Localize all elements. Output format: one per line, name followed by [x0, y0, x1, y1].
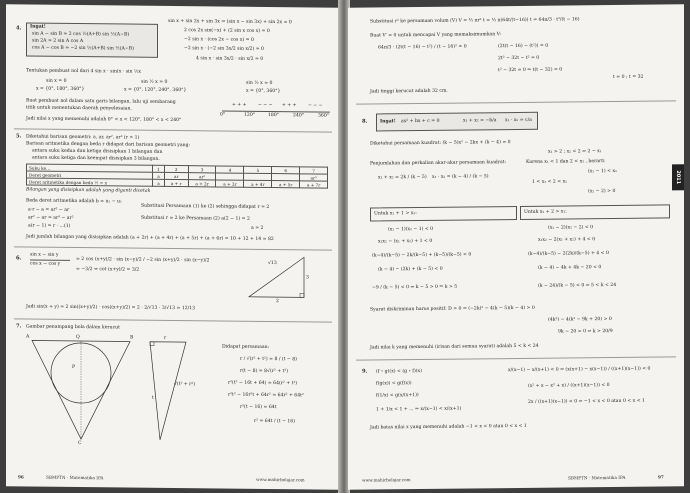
q7-title: Gambar penampang bola dalam kerucut [26, 324, 120, 331]
point-label: B [130, 335, 134, 341]
table-cell: ar² [188, 173, 216, 180]
year-tab: 2011 [672, 164, 684, 190]
discriminant-step: (4k²) − 4(k² − 9k + 20) > 0 [548, 316, 612, 323]
table-note: Bilangan yang disisipkan adalah yang diganti dicetak [26, 187, 151, 194]
table-cell: 3 [188, 166, 216, 173]
table-cell: Deret geometri [27, 171, 153, 179]
vieta-product: x₁ · x₂ = (k − 4) / (k − 5) [432, 174, 489, 180]
derivation: = 2 cos (x+y)/2 · sin (x−y)/2 / −2 sin (x+y)/2 · sin (x−y)/2 [76, 256, 210, 264]
case-header-box [520, 204, 670, 220]
inequality-step: (x² + x − x² + x) / ((x+1)(x−1)) < 0 [528, 383, 610, 389]
table-cell: 6 [272, 167, 300, 174]
work-line: 4 sin x · sin 3x/2 · sin x/2 = 0 [196, 56, 264, 62]
equation: r² = 64t / (t − 16) [254, 418, 296, 425]
fraction-denominator: cos x − cos y [30, 261, 61, 267]
question-number: 4. [16, 25, 22, 32]
dimension-label: r [164, 335, 167, 341]
table-cell: a + 2r [188, 180, 216, 187]
table-cell: a + 3r [216, 180, 244, 187]
case1-step: (k − 4) − (2k) + (k − 5) < 0 [378, 266, 443, 273]
composition-step: f(1/x) < g(x/(x+1)) [376, 393, 419, 399]
case1-step: (x₁ − 1)(x₂ − 1) < 0 [388, 226, 434, 233]
equation: r / √(r² + t²) = 8 / (t − 8) [240, 356, 297, 363]
table-cell: ar³ [300, 174, 328, 181]
reason: (x₂ − 2) > 0 [588, 188, 616, 195]
discriminant-step: 9k − 20 > 0 ⇒ k > 20/9 [558, 328, 613, 335]
question-number: 7. [16, 323, 22, 330]
given-equation: Diketahui persamaan kuadrat: (k − 5)x² − 2kx + (k − 4) = 0 [370, 140, 511, 147]
equation: (2t(t − 16) − (t²)) = 0 [498, 43, 549, 50]
equation: 2t² − 32t − t² = 0 [498, 55, 540, 62]
composition-step: (f ∘ g)(x) < (g ∘ f)(x) [376, 368, 422, 375]
point-label: C [78, 441, 82, 447]
zero-line: x = {0°, 360°} [246, 88, 281, 95]
footer-title: SBMPTN · Matematika IPA [46, 474, 104, 481]
zero-intro: Tentukan pembuat nol dari 4 sin x · sin(x · sin ½x [26, 68, 141, 75]
case2-step: (k − 24)/(k − 5) < 0 ⇒ 5 < k < 24 [538, 282, 617, 289]
answer: Jadi tinggi kerucut adalah 32 cm. [370, 88, 448, 95]
q5-line: Barisan aritmetika dengan beda r didapat dari barisan geometri yang: [26, 141, 191, 149]
reason: 1 < x₁ < 2 < x₂ [532, 179, 568, 185]
point-label: A [26, 334, 30, 340]
q5-line: antara suku ketiga dan keempat disisipkan 3 bilangan. [32, 155, 160, 162]
equation: ar² − ar = ar³ − ar² [28, 215, 74, 221]
zero-line: sin ½ x = 0 [141, 79, 168, 85]
footer-url: www.mahirbelajar.com [362, 477, 411, 483]
note-line: titik untuk menentukan daerah penyelesaian. [26, 105, 132, 112]
equation: r(t − 8) = 8√(r² + t²) [240, 368, 289, 375]
equation: r²(t − 16) = 64t [240, 404, 277, 411]
tick-label: 180° [268, 112, 280, 119]
equation: r²t² − 16r²t + 64r² = 64r² + 64t² [228, 392, 304, 399]
answer: Jadi nilai k yang memenuhi (irisan dari semua syarat) adalah 5 < k < 24 [370, 343, 539, 351]
point-label: P [72, 364, 76, 370]
table-cell: 7 [300, 167, 328, 174]
answer: Jadi jumlah bilangan yang disisipkan adalah (a + 2r) + (a + 4r) + (a + 5r) + (a + 6r) = 10 + 12 + 14 = 82 [26, 234, 274, 243]
table-cell: a + 4r [244, 180, 272, 187]
answer: Jadi batas nilai x yang memenuhi adalah −1 < x < 0 atau 0 < x < 1 [370, 423, 527, 431]
divider [14, 246, 332, 250]
dimension-label: √(t² + r²) [174, 382, 196, 388]
beda-line: Beda deret aritmetika adalah b = u₂ − u₁ [26, 198, 122, 205]
composition-step: f(g(x)) < g(f(x)) [376, 381, 412, 387]
left-page [6, 4, 340, 489]
page-number: 96 [18, 474, 24, 480]
divider [356, 100, 676, 104]
table-cell: 1 [153, 165, 165, 172]
inequality-step: 2x / ((x+1)(x−1)) < 0 ⇒ −1 < x < 0 atau 0 < x < 1 [528, 398, 645, 405]
equation: t = 0 ; t = 32 [613, 74, 644, 80]
case-title: Untuk x₁ + 1 > x₂: [374, 211, 417, 217]
dimension-label: t [152, 395, 154, 401]
table-cell: 2 [164, 165, 188, 172]
inequality-step: x/(x−1) − x/(x+1) < 0 ⇔ (x(x+1) − x(x−1)) / ((x+1)(x−1)) < 0 [508, 366, 651, 374]
case1-step: −9 / (k − 5) < 0 ⇒ k − 5 > 0 ⇒ k > 5 [372, 284, 458, 291]
half-triangle [150, 342, 186, 440]
equation: 64π/3 · (2t(t − 16) − t²) / (t − 16)² = 0 [378, 44, 467, 51]
number-line [222, 111, 330, 113]
reason: Karena x₁ < 1 dan 2 < x₂ , berarti [526, 159, 605, 165]
equation: a·r − a = ar² − ar [28, 207, 70, 213]
table-cell: a + 5r [272, 181, 300, 188]
vieta-intro: Penjumlahan dan perkalian akar-akar persamaan kuadrat: [370, 160, 507, 167]
substitution: Substitusi r = 2 ke Persamaan (2) a(2 − 1) = 2 [141, 215, 250, 222]
question-number: 5. [16, 133, 22, 140]
table-cell: a [153, 179, 165, 186]
side-label: 2 [276, 299, 279, 305]
case2-step: (k − 4) − 4k + 4k − 20 < 0 [538, 265, 602, 271]
question-number: 9. [362, 368, 368, 375]
identity-box [26, 22, 158, 57]
point-label: Q [76, 334, 80, 341]
table-cell: a + 7r [300, 181, 328, 188]
work-line: −2 sin x · (cos 2x − cos x) = 0 [184, 37, 254, 43]
table-cell: 4 [216, 166, 244, 173]
sphere-in-cone-figure [28, 334, 138, 447]
answer: Jadi sin(x + y) = 2 sin((x+y)/2) · cos((x+y)/2) = 2 · 2/√13 · 3/√13 = 12/13 [26, 304, 196, 312]
work-line: 2 cos 2x sin(−x) + (2 sin x cos x) = 0 [184, 28, 270, 35]
table-cell: ar [164, 172, 188, 179]
quadratic-form: ax² + bx + c = 0 [401, 118, 440, 125]
divider [14, 128, 332, 132]
tick-label: 240° [293, 113, 305, 119]
tick-label: 120° [244, 112, 256, 118]
tick-label: 0° [220, 112, 226, 118]
ingat-label: Ingat! [380, 119, 396, 125]
case-title: Untuk x₂ + 2 > x₁: [524, 209, 567, 215]
zero-line: x = {0°, 180°, 360°} [36, 86, 85, 93]
case2-step: (k−4)/(k−5) − 2(2k)/(k−5) + 4 < 0 [528, 251, 609, 257]
work-line: sin x + sin 2x + sin 3x ⇒ (sin x − sin 3x) + sin 2x = 0 [168, 18, 292, 26]
work-line: −2 sin x · (−2 sin 3x/2 sin x/2) = 0 [184, 46, 264, 52]
sign: + + + [232, 102, 247, 108]
tick-label: 360° [318, 113, 330, 119]
cone-half-figure [146, 336, 206, 449]
identity-2: sin 2A = 2 sin A cos A [32, 38, 84, 45]
question-number: 8. [362, 118, 368, 125]
sign: − − − [258, 102, 273, 109]
zero-line: x = {0°, 120°, 240°, 360°} [124, 87, 187, 94]
case1-step: (k−4)/(k−5) − 2k/(k−5) + (k−5)/(k−5) < 0 [372, 252, 472, 259]
case1-step: x₁x₂ − (x₁ + x₂) + 1 < 0 [378, 238, 433, 245]
note-line: Buat pembuat nol dalam satu garis bilangan, lalu uji sembarang [26, 98, 176, 106]
vieta-sum: x₁ + x₂ = 2k / (k − 5) [378, 174, 427, 181]
q5-intro: Diketahui barisan geometri: a, ar, ar², ar³ (r > 1) [26, 134, 140, 141]
fraction-numerator: sin x − sin y [30, 252, 59, 258]
table-cell: Deret aritmetika dengan beda ½ = x [27, 178, 153, 186]
identity-1: sin A − sin B = 2 cos ½(A+B) sin ½(A−B) [32, 31, 130, 38]
divider [14, 318, 332, 322]
derivative-intro: Buat V′ = 0 untuk mencapai V yang memaksimumkan V: [370, 32, 502, 39]
substitution: a = 2 [251, 225, 264, 231]
right-triangle-figure [244, 251, 314, 308]
sign: − − − [308, 103, 323, 109]
divider [356, 356, 676, 360]
root-condition: x₁ > 2 ; x₂ < 2 ⇒ 2 − x₁ [548, 149, 602, 155]
question-number: 6. [16, 255, 22, 262]
derivation: = −3/2 ⇔ cot (x+y)/2 = 3/2 [76, 266, 140, 273]
hypotenuse-label: √13 [268, 260, 277, 267]
fraction-bar [30, 260, 70, 261]
ingat-label: Ingat! [30, 24, 46, 30]
identity-3: cos A − cos B = −2 sin ½(A+B) sin ½(A−B) [32, 45, 134, 52]
q5-line: antara suku kedua dan ketiga disisipkan 1 bilangan dan [32, 148, 163, 155]
zero-line: sin x = 0 [46, 78, 67, 84]
zero-line: sin ½ x = 0 [246, 80, 273, 87]
case2-step: (x₁ − 2)(x₂ − 2) < 0 [548, 225, 594, 231]
substitution-line: Substitusi r² ke persamaan volum (V) V = ⅓ πr² t = ⅓ π(64t/(t−16)) t = 64π/3 · t²/(t − 16) [370, 17, 580, 25]
identity-box [376, 112, 538, 132]
equation: a(r − 1) = r · ...(1) [28, 223, 71, 229]
sum-of-roots: x₁ + x₂ = −b/a [463, 118, 497, 124]
table-cell: a [153, 172, 165, 179]
case2-step: x₁x₂ − 2(x₁ + x₂) + 4 < 0 [538, 237, 596, 243]
discriminant-condition: Syarat diskriminan harus positif: D > 0 ⇒ (−2k)² − 4(k − 5)(k − 4) > 0 [370, 305, 535, 313]
answer: Jadi nilai x yang memenuhi adalah 0° < x < 120°, 180° < x < 240° [26, 116, 182, 124]
product-of-roots: x₁ · x₂ = c/a [505, 117, 532, 124]
sequence-table [26, 163, 328, 188]
equation: r²(t² − 16t + 64) = 64(r² + t²) [228, 380, 298, 387]
right-page [348, 4, 684, 490]
page-number: 97 [658, 474, 664, 480]
table-cell: 5 [244, 166, 272, 173]
substitution: Substitusi Persamaan (1) ke (2) sehingga didapat r = 2 [141, 203, 270, 211]
equation: t² − 32t = 0 ⇒ t(t − 32) = 0 [498, 67, 563, 74]
right-angle-mark [300, 293, 304, 297]
case-header-box [370, 206, 517, 222]
footer-url: www.mahirbelajar.com [256, 476, 305, 483]
sign: + + + [282, 103, 297, 109]
side-label: 3 [306, 275, 309, 281]
reason: (x₁ − 1) < x₁ [588, 168, 617, 175]
table-cell: a + r [164, 179, 188, 186]
footer-title: SBMPTN · Matematika IPA [568, 474, 626, 481]
composition-step: 1 + 1/x < 1 + ... ⇒ x/(x−1) < x/(x+1) [376, 406, 462, 413]
didapat-label: Didapat persamaan: [222, 344, 270, 351]
table-cell: Suku ke… [27, 164, 153, 172]
